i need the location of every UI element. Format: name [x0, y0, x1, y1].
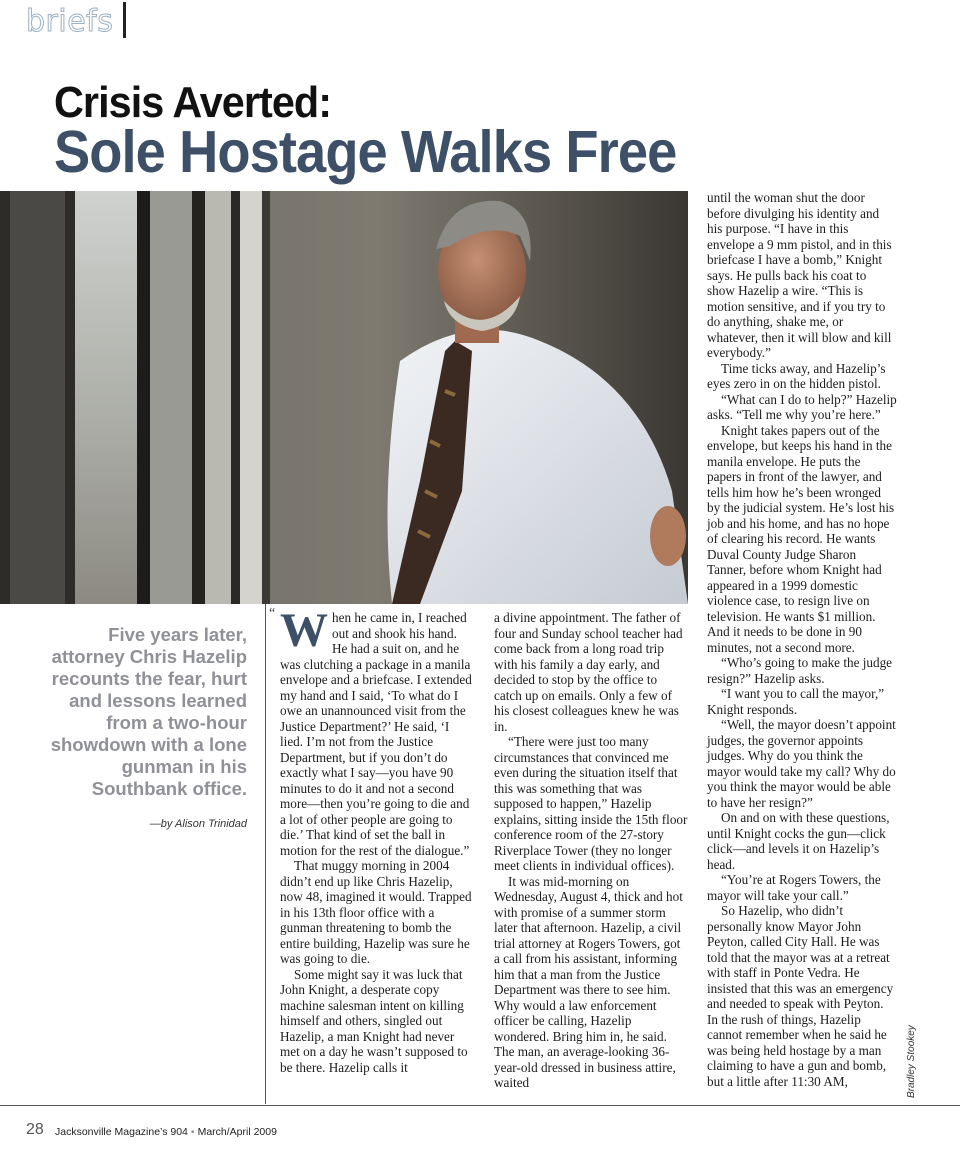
paragraph: “Who’s going to make the judge resign?” Hazelip asks.: [707, 655, 893, 686]
issue-date: March/April 2009: [197, 1126, 277, 1138]
column-divider: [265, 604, 266, 1104]
section-label: briefs: [26, 4, 114, 39]
paragraph: It was mid-morning on Wednesday, August 4, thick and hot with promise of a summer storm later that afternoon. Hazelip, a civil trial attorney at Rogers Towers, got a call from his assistant, informing him that a man from the Justice Department was there to see him. Why would a law enforcement officer be calling, Hazelip wondered. Bring him in, he said. The man, an average-looking 36-year-old dressed in business attire, waited: [494, 873, 683, 1090]
paragraph: On and on with these questions, until Knight cocks the gun—click click—and levels it on Hazelip’s head.: [707, 810, 890, 872]
photo-credit: Bradley Stookey: [906, 1025, 917, 1098]
footer-folio: [55, 1126, 277, 1138]
footer-separator: •: [190, 1126, 195, 1138]
hero-photo: [0, 191, 688, 604]
portrait-photo: [0, 191, 688, 604]
paragraph: “I want you to call the mayor,” Knight responds.: [707, 686, 885, 717]
headline-main: Sole Hostage Walks Free: [54, 119, 677, 185]
opening-quote-mark: “: [269, 606, 276, 621]
paragraph: So Hazelip, who didn’t personally know Mayor John Peyton, called City Hall. He was told that the mayor was at a retreat with staff in Ponte Vedra. He insisted that this was an emergency and needed to speak with Peyton. In the rush of things, Hazelip cannot remember when he said he was being held hostage by a man claiming to have a gun and bomb, but a little after 11:30 AM,: [707, 903, 894, 1089]
paragraph: “There were just too many circumstances that convinced me even during the situation itself that this was something that was supposed to happen,” Hazelip explains, sitting inside the 15th floor conference room of the 27-story Riverplace Tower (they no longer meet clients in individual offices).: [494, 734, 688, 873]
paragraph: “What can I do to help?” Hazelip asks. “Tell me why you’re here.”: [707, 391, 897, 422]
paragraph: That muggy morning in 2004 didn’t end up like Chris Hazelip, now 48, imagined it would. Trapped in his 13th floor office with a gunman threatening to bomb the entire building, Hazelip was sure he was going to die.: [280, 858, 472, 966]
headline-kicker: Crisis Averted:: [54, 78, 332, 127]
paragraph: until the woman shut the door before divulging his identity and his purpose. “I have in this envelope a 9 mm pistol, and in this briefcase I have a bomb,” Knight says. He pulls back his coat to show Hazelip a wire. “This is motion sensitive, and if you try to do anything, shake me, or whatever, then it will blow and kill everybody.”: [707, 190, 892, 360]
drop-cap: W: [280, 604, 328, 657]
section-divider: [123, 2, 126, 38]
paragraph: Knight takes papers out of the envelope, but keeps his hand in the manila envelope. He puts the papers in front of the lawyer, and tells him how he’s been wronged by the judicial system. He’s lost his job and his home, and has no hope of clearing his record. He wants Duval County Judge Sharon Tanner, before whom Knight had appeared in a 1999 domestic violence case, to resign live on television. He wants $1 million. And it needs to be done in 90 minutes, not a second more.: [707, 422, 895, 655]
paragraph: Time ticks away, and Hazelip’s eyes zero in on the hidden pistol.: [707, 360, 886, 391]
article-deck: Five years later, attorney Chris Hazelip recounts the fear, hurt and lessons learned from a two-hour showdown with a lone gunman in his Southbank office.: [50, 624, 247, 799]
article-column-2: [494, 610, 688, 1091]
article-column-1: [280, 604, 472, 1075]
paragraph: “You’re at Rogers Towers, the mayor will take your call.”: [707, 872, 881, 903]
footer-divider: [0, 1105, 960, 1106]
paragraph: “Well, the mayor doesn’t appoint judges, the governor appoints judges. Why do you think the mayor would take my call? Why do you think the mayor would be able to have her resign?”: [707, 717, 896, 810]
publication-name: Jacksonville Magazine’s 904: [55, 1126, 188, 1138]
page-number: 28: [26, 1121, 44, 1138]
article-column-3: [707, 190, 897, 1089]
paragraph: Some might say it was luck that John Knight, a desperate copy machine salesman intent on killing himself and others, singled out Hazelip, a man Knight had never met on a day he wasn’t supposed to be there. Hazelip calls it: [280, 966, 468, 1075]
paragraph: a divine appointment. The father of four and Sunday school teacher had come back from a long road trip with his family a day early, and decided to stop by the office to catch up on emails. Only a few of his closest colleagues knew he was in.: [494, 610, 683, 734]
paragraph: [280, 604, 472, 858]
byline: —by Alison Trinidad: [149, 818, 247, 830]
paragraph-text: hen he came in, I reached out and shook his hand. He had a suit on, and he was clutching a package in a manila envelope and a briefcase. I extended my hand and I said, ‘To what do I owe an unannounced visit from the Justice Department?’ He said, ‘I lied. I’m not from the Justice Department, but if you don’t do exactly what I say—you have 90 minutes to do it and not a second more—then you’re going to die and a lot of other people are going to die.’ That kind of set the ball in motion for the rest of the dialogue.”: [280, 610, 472, 858]
